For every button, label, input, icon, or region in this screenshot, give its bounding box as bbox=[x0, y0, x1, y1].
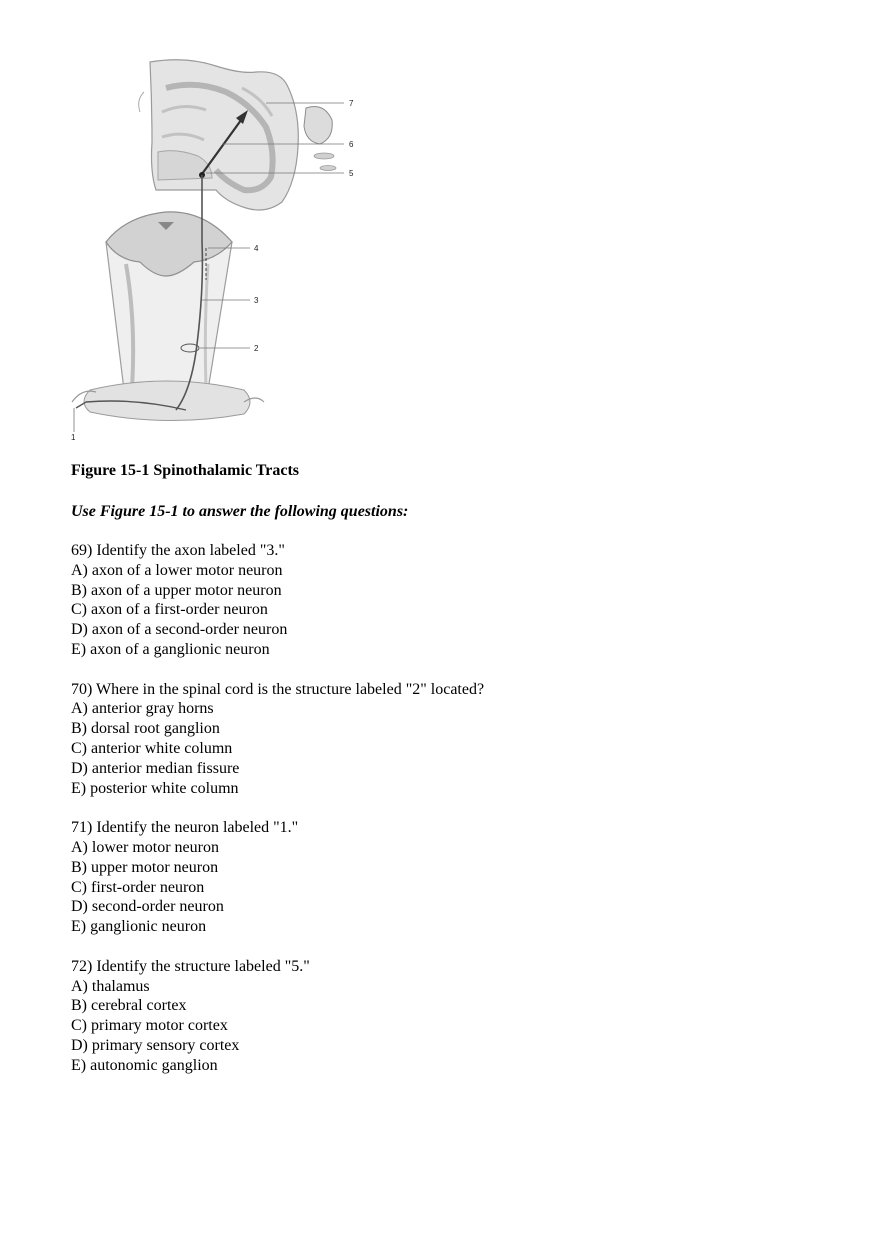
answer-option: D) primary sensory cortex bbox=[71, 1036, 240, 1054]
figure-label-3: 3 bbox=[254, 296, 259, 305]
question-text: 71) Identify the neuron labeled "1." bbox=[71, 819, 299, 837]
spinal-cord-illustration bbox=[72, 212, 264, 421]
answer-option: A) thalamus bbox=[71, 977, 150, 995]
answer-option: D) axon of a second-order neuron bbox=[71, 621, 288, 639]
figure-label-1: 1 bbox=[71, 433, 76, 442]
answer-option: A) lower motor neuron bbox=[71, 838, 219, 856]
question-69 bbox=[71, 541, 831, 660]
figure-label-5: 5 bbox=[349, 169, 354, 178]
brain-section-illustration bbox=[139, 60, 336, 210]
answer-option: C) anterior white column bbox=[71, 739, 233, 757]
figure-label-2: 2 bbox=[254, 344, 259, 353]
question-text: 69) Identify the axon labeled "3." bbox=[71, 542, 285, 559]
instruction-text: Use Figure 15-1 to answer the following questions: bbox=[71, 503, 409, 520]
answer-option: A) axon of a lower motor neuron bbox=[71, 561, 283, 579]
answer-option: C) first-order neuron bbox=[71, 878, 205, 896]
answer-option: E) axon of a ganglionic neuron bbox=[71, 640, 270, 658]
figure-label-4: 4 bbox=[254, 244, 259, 253]
answer-option: B) upper motor neuron bbox=[71, 858, 219, 876]
question-72 bbox=[71, 957, 831, 1076]
answer-option: D) anterior median fissure bbox=[71, 759, 240, 777]
figure-label-6: 6 bbox=[349, 140, 354, 149]
answer-option: E) ganglionic neuron bbox=[71, 918, 207, 936]
figure-label-7: 7 bbox=[349, 99, 354, 108]
answer-option: D) second-order neuron bbox=[71, 898, 224, 916]
answer-option: C) primary motor cortex bbox=[71, 1017, 228, 1035]
answer-option: E) posterior white column bbox=[71, 779, 239, 797]
question-70 bbox=[71, 680, 831, 799]
question-71 bbox=[71, 818, 831, 937]
answer-option: B) dorsal root ganglion bbox=[71, 720, 220, 738]
question-text: 70) Where in the spinal cord is the structure labeled "2" located? bbox=[71, 680, 485, 698]
question-text: 72) Identify the structure labeled "5." bbox=[71, 957, 310, 975]
question-list bbox=[71, 541, 831, 1095]
answer-option: B) axon of a upper motor neuron bbox=[71, 581, 282, 599]
answer-option: C) axon of a first-order neuron bbox=[71, 601, 268, 619]
answer-option: B) cerebral cortex bbox=[71, 997, 187, 1015]
answer-option: E) autonomic ganglion bbox=[71, 1056, 218, 1074]
answer-option: A) anterior gray horns bbox=[71, 700, 214, 718]
spinothalamic-tract-figure bbox=[66, 52, 386, 444]
figure-caption: Figure 15-1 Spinothalamic Tracts bbox=[71, 462, 299, 479]
